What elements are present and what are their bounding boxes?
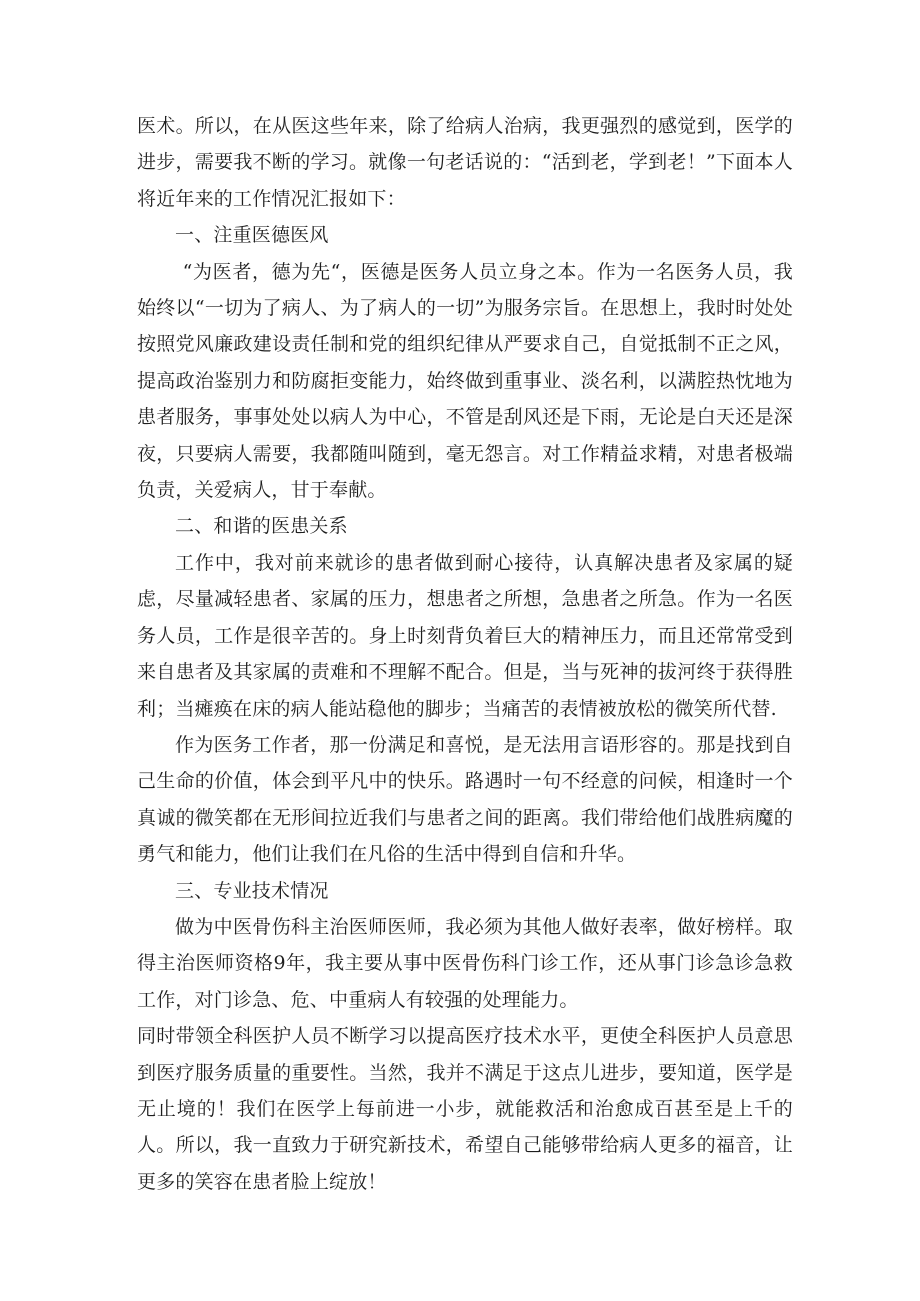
- paragraph-relations: 工作中，我对前来就诊的患者做到耐心接待，认真解决患者及家属的疑虑，尽量减轻患者、家属的压力，想患者之所想，急患者之所急。作为一名医务人员，工作是很辛苦的。身上时刻背负着巨大的精神压力，而且还常常受到来自患者及其家属的责难和不理解不配合。但是，当与死神的拔河终于获得胜利；当瘫痪在床的病人能站稳他的脚步；当痛苦的表情被放松的微笑所代替.: [137, 551, 793, 720]
- section-heading-relations: 二、和谐的医患关系: [175, 515, 348, 538]
- paragraph-ethics: “为医者，德为先“，医德是医务人员立身之本。作为一名医务人员，我始终以“一切为了病人、为了病人的一切”为服务宗旨。在思想上，我时时处处按照党风廉政建设责任制和党的组织纪律从严要求自己，自觉抵制不正之风，提高政治鉴别力和防腐拒变能力，始终做到重事业、淡名利，以满腔热忱地为患者服务，事事处处以病人为中心，不管是刮风还是下雨，无论是白天还是深夜，只要病人需要，我都随叫随到，毫无怨言。对工作精益求精，对患者极端负责，关爱病人，甘于奉献。: [137, 260, 793, 502]
- section-heading-ethics: 一、注重医德医风: [175, 224, 329, 247]
- section-heading-technical: 三、专业技术情况: [175, 879, 329, 902]
- paragraph-fulfillment: 作为医务工作者，那一份满足和喜悦，是无法用言语形容的。那是找到自己生命的价值，体会到平凡中的快乐。路遇时一句不经意的问候，相逢时一个真诚的微笑都在无形间拉近我们与患者之间的距离。我们带给他们战胜病魔的勇气和能力，他们让我们在凡俗的生活中得到自信和升华。: [137, 733, 793, 866]
- paragraph-intro: 医术。所以，在从医这些年来，除了给病人治病，我更强烈的感觉到，医学的进步，需要我不断的学习。就像一句老话说的：“活到老，学到老！”下面本人将近年来的工作情况汇报如下：: [137, 115, 793, 210]
- document-body: [137, 108, 793, 1200]
- paragraph-technical: 做为中医骨伤科主治医师医师，我必须为其他人做好表率，做好榜样。取得主治医师资格9年，我主要从事中医骨伤科门诊工作，还从事门诊急诊急救工作，对门诊急、危、中重病人有较强的处理能力。: [137, 915, 793, 1011]
- paragraph-conclusion: 同时带领全科医护人员不断学习以提高医疗技术水平，更使全科医护人员意思到医疗服务质量的重要性。当然，我并不满足于这点儿进步，要知道，医学是无止境的！我们在医学上每前进一小步，就能救活和治愈成百甚至是上千的人。所以，我一直致力于研究新技术，希望自己能够带给病人更多的福音，让更多的笑容在患者脸上绽放！: [137, 1025, 793, 1193]
